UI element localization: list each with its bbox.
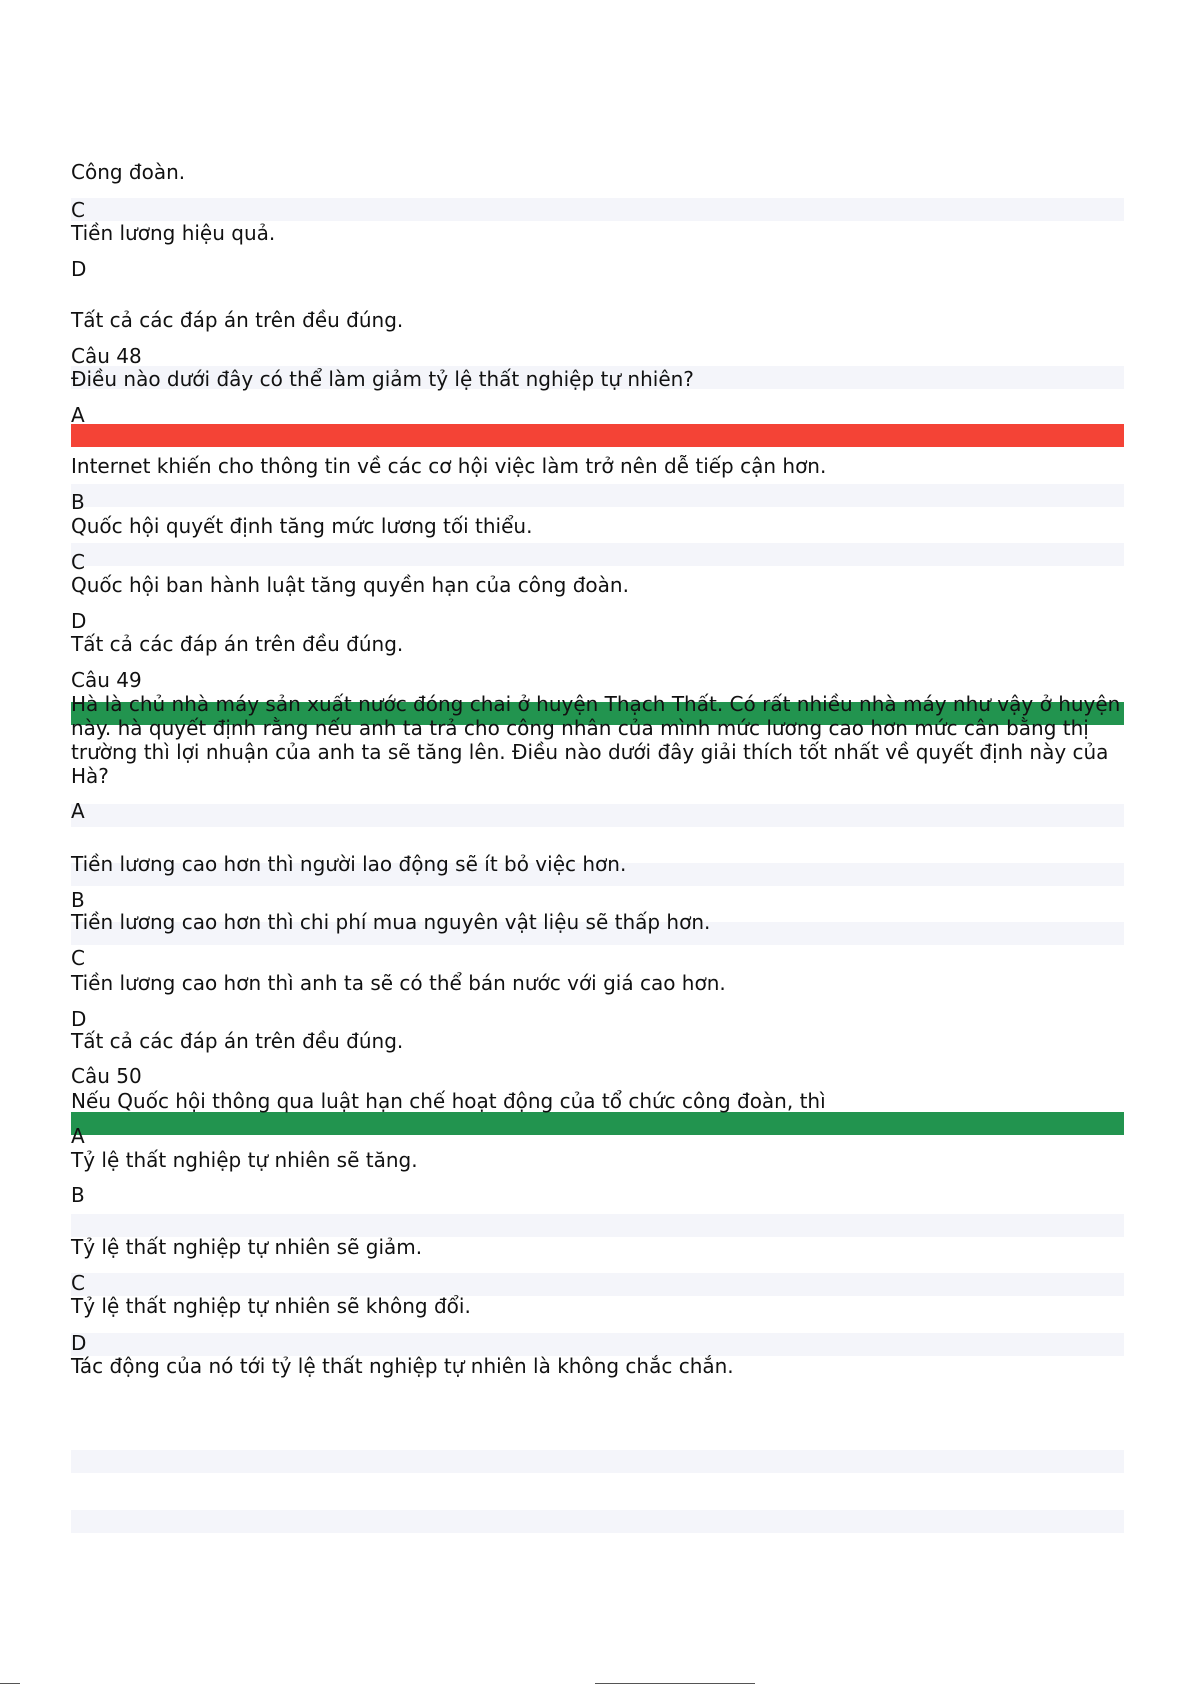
row-band: [71, 1214, 1124, 1237]
question-text: Điều nào dưới đây có thể làm giảm tỷ lệ thất nghiệp tự nhiên?: [71, 367, 694, 391]
option-letter: A: [71, 1124, 85, 1148]
answer-text: Tỷ lệ thất nghiệp tự nhiên sẽ giảm.: [71, 1235, 423, 1259]
option-letter: A: [71, 403, 85, 427]
answer-text: Quốc hội ban hành luật tăng quyền hạn của công đoàn.: [71, 573, 629, 597]
row-band: [71, 1273, 1124, 1296]
row-band: [71, 1510, 1124, 1533]
row-band: [71, 1333, 1124, 1356]
answer-text: Internet khiến cho thông tin về các cơ hội việc làm trở nên dễ tiếp cận hơn.: [71, 454, 827, 478]
row-band: [71, 543, 1124, 566]
answer-text: Tất cả các đáp án trên đều đúng.: [71, 632, 404, 656]
option-letter: C: [71, 550, 85, 574]
correct-answer-highlight: [71, 1112, 1124, 1135]
row-band: [71, 804, 1124, 827]
question-number: Câu 49: [71, 668, 142, 692]
option-letter: A: [71, 799, 85, 823]
option-letter: B: [71, 1183, 85, 1207]
answer-text: Tất cả các đáp án trên đều đúng.: [71, 308, 404, 332]
option-letter: C: [71, 1271, 85, 1295]
answer-text: Tác động của nó tới tỷ lệ thất nghiệp tự nhiên là không chắc chắn.: [71, 1354, 734, 1378]
row-band: [71, 1450, 1124, 1473]
answer-text: Tỷ lệ thất nghiệp tự nhiên sẽ không đổi.: [71, 1294, 471, 1318]
question-text: Hà là chủ nhà máy sản xuất nước đóng chai ở huyện Thạch Thất. Có rất nhiều nhà máy như vậy ở huyện này. hà quyết định rằng nếu anh ta trả cho công nhân của mình mức lương cao hơn mức cân bằng thị trường thì lợi nhuận của anh ta sẽ tăng lên. Điều nào dưới đây giải thích tốt nhất về quyết định này của Hà?: [71, 692, 1121, 788]
answer-text: Tiền lương cao hơn thì chi phí mua nguyên vật liệu sẽ thấp hơn.: [71, 910, 711, 934]
option-letter: C: [71, 946, 85, 970]
page-footer-line: [595, 1683, 755, 1684]
wrong-answer-highlight: [71, 424, 1124, 447]
answer-text: Tiền lương cao hơn thì anh ta sẽ có thể bán nước với giá cao hơn.: [71, 971, 726, 995]
row-band: [71, 484, 1124, 507]
row-band: [71, 198, 1124, 221]
answer-text: Tỷ lệ thất nghiệp tự nhiên sẽ tăng.: [71, 1148, 418, 1172]
question-number: Câu 48: [71, 344, 142, 368]
option-letter: D: [71, 1007, 87, 1031]
question-number: Câu 50: [71, 1064, 142, 1088]
answer-text: Tiền lương hiệu quả.: [71, 221, 276, 245]
answer-text: Công đoàn.: [71, 160, 186, 184]
answer-text: Tiền lương cao hơn thì người lao động sẽ ít bỏ việc hơn.: [71, 852, 627, 876]
answer-text: Quốc hội quyết định tăng mức lương tối thiểu.: [71, 514, 533, 538]
answer-text: Tất cả các đáp án trên đều đúng.: [71, 1029, 404, 1053]
page-footer-line: [0, 1683, 20, 1684]
option-letter: D: [71, 1331, 87, 1355]
option-letter: D: [71, 257, 87, 281]
option-letter: B: [71, 490, 85, 514]
option-letter: B: [71, 888, 85, 912]
option-letter: D: [71, 609, 87, 633]
option-letter: C: [71, 198, 85, 222]
question-text: Nếu Quốc hội thông qua luật hạn chế hoạt động của tổ chức công đoàn, thì: [71, 1089, 826, 1113]
